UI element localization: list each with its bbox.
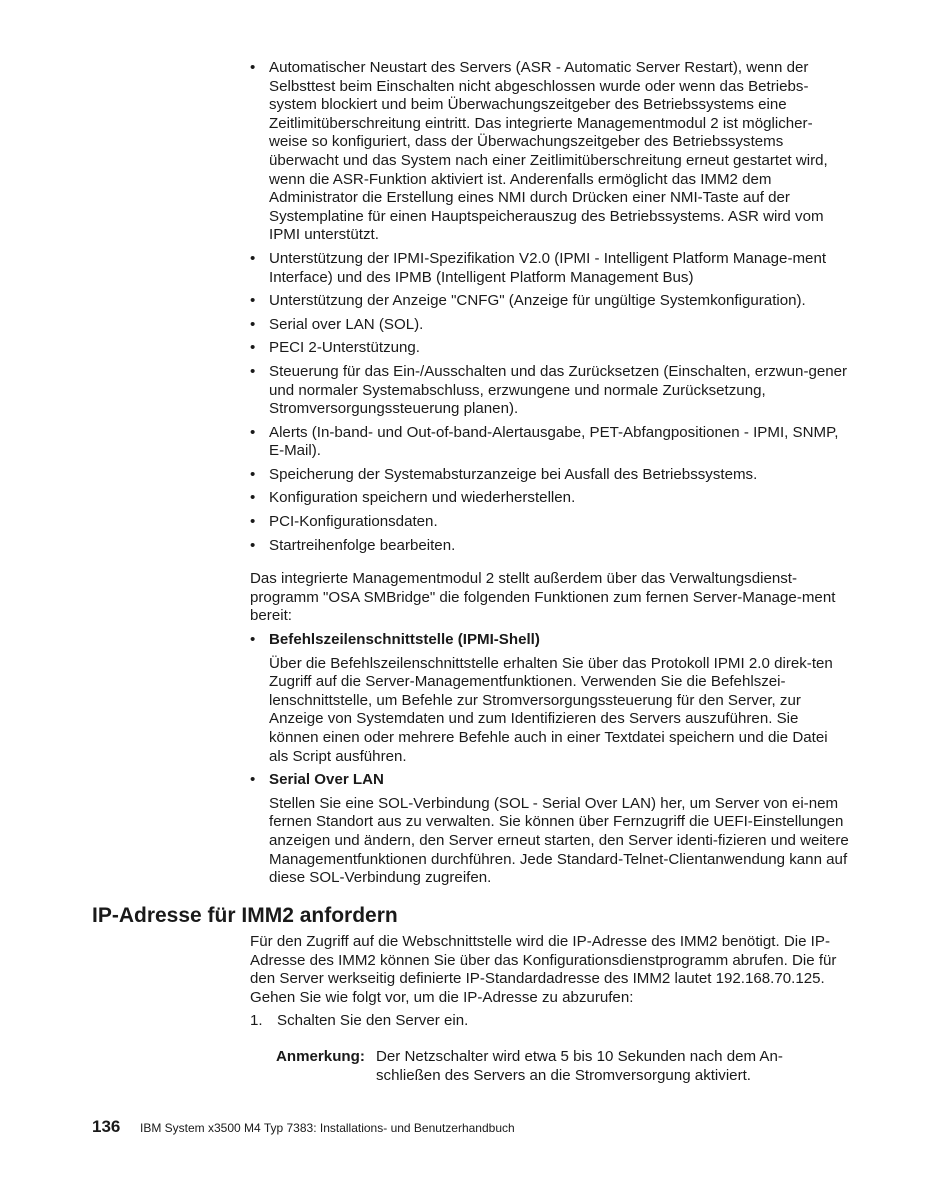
feature-term: Befehlszeilenschnittstelle (IPMI-Shell) (269, 631, 540, 648)
intro-paragraph: Das integrierte Managementmodul 2 stellt außerdem über das Verwaltungsdienst-programm "OSA SMBridge" die folgenden Funktionen zum fernen Server-Manage-ment bereit: (250, 570, 836, 625)
bullet-item: • Startreihenfolge bearbeiten. (250, 536, 456, 554)
bullet-text: Unterstützung der Anzeige "CNFG" (Anzeige für ungültige Systemkonfiguration). (269, 292, 806, 310)
bullet-item: • Automatischer Neustart des Servers (ASR - Automatic Server Restart), wenn der Selbsttest beim Einschalten nicht abgeschlossen wurde oder wenn das Betriebs-system blockiert und beim Überwachungszeitgeber des Betriebssystems eine Zeitlimitüberschreitung eintritt. Das integrierte Managementmodul 2 ist möglicher-weise so konfiguriert, dass der Überwachungszeitgeber des Betriebssystems überwacht und das System nach einer Zeitlimitüberschreitung erneut gestartet wird, wenn die ASR-Funktion aktiviert ist. Anderenfalls ermöglicht das IMM2 dem Administrator die Erstellung eines NMI durch Drücken einer NMI-Taste auf der Systemplatine für einen Hauptspeicherauszug des Betriebssystems. ASR wird vom IPMI unterstützt. (250, 59, 828, 244)
bullet-text: PECI 2-Unterstützung. (269, 339, 421, 357)
bullet-item: • Speicherung der Systemabsturzanzeige bei Ausfall des Betriebssystems. (250, 465, 758, 483)
note-text: Der Netzschalter wird etwa 5 bis 10 Sekunden nach dem An-schließen des Servers an die Stromversorgung aktiviert. (376, 1048, 783, 1084)
footer-title: IBM System x3500 M4 Typ 7383: Installations- und Benutzerhandbuch (140, 1121, 515, 1135)
feature-term: Serial Over LAN (269, 771, 384, 789)
feature-description: Stellen Sie eine SOL-Verbindung (SOL - Serial Over LAN) her, um Server von ei-nem fernen Standort aus zu verwalten. Sie können über Fernzugriff die UEFI-Einstellungen anzeigen und ändern, den Server erneut starten, den Server identi-fizieren und weitere Managementfunktionen durchführen. Jede Standard-Telnet-Clientanwendung kann auf diese SOL-Verbindung zugreifen. (269, 794, 849, 887)
bullet-text: Automatischer Neustart des Servers (ASR - Automatic Server Restart), wenn der Selbsttest beim Einschalten nicht abgeschlossen wurde oder wenn das Betriebs-system blockiert und beim Überwachungszeitgeber des Betriebssystems eine Zeitlimitüberschreitung eintritt. Das integrierte Managementmodul 2 ist möglicher-weise so konfiguriert, dass der Überwachungszeitgeber des Betriebssystems überwacht und das System nach einer Zeitlimitüberschreitung erneut gestartet wird, wenn die ASR-Funktion aktiviert ist. Anderenfalls ermöglicht das IMM2 dem Administrator die Erstellung eines NMI durch Drücken einer NMI-Taste auf der Systemplatine für einen Hauptspeicherauszug des Betriebssystems. ASR wird vom IPMI unterstützt. (269, 59, 828, 244)
feature-item: • Befehlszeilenschnittstelle (IPMI-Shell) Über die Befehlszeilenschnittstelle erhalten Sie über das Protokoll IPMI 2.0 direk-ten Zugriff auf die Server-Managementfunktionen. Verwenden Sie die Befehlszei-lenschnittstelle, um Befehle zur Stromversorgungssteuerung für den Server, zur Anzeige von Systemdaten und zum Identifizieren des Servers auszuführen. Sie können einen oder mehrere Befehle auch in einer Textdatei speichern und die Datei als Script ausführen. (250, 631, 850, 766)
bullet-item: • Alerts (In-band- und Out-of-band-Alertausgabe, PET-Abfangpositionen - IPMI, SNMP, E-Mail). (250, 423, 839, 460)
step-text: Schalten Sie den Server ein. (277, 1012, 469, 1029)
step-item (250, 1012, 850, 1031)
remote-feature-list (250, 631, 850, 888)
bullet-item: • Steuerung für das Ein-/Ausschalten und das Zurücksetzen (Einschalten, erzwun-gener und normaler Systemabschluss, erzwungene und normale Zurücksetzung, Stromversorgungssteuerung planen). (250, 362, 848, 418)
step-number: 1. (250, 1012, 263, 1029)
feature-item: • Serial Over LAN Stellen Sie eine SOL-Verbindung (SOL - Serial Over LAN) her, um Server von ei-nem fernen Standort aus zu verwalten. Sie können über Fernzugriff die UEFI-Einstellungen anzeigen und ändern, den Server erneut starten, den Server identi-fizieren und weitere Managementfunktionen durchführen. Jede Standard-Telnet-Clientanwendung kann auf diese SOL-Verbindung zugreifen. (250, 771, 849, 887)
step-list (250, 1012, 850, 1031)
bullet-text: Speicherung der Systemabsturzanzeige bei Ausfall des Betriebssystems. (269, 465, 758, 483)
bullet-text: Alerts (In-band- und Out-of-band-Alertausgabe, PET-Abfangpositionen - IPMI, SNMP, E-Mail). (269, 423, 839, 460)
bullet-item: • Unterstützung der Anzeige "CNFG" (Anzeige für ungültige Systemkonfiguration). (250, 292, 806, 310)
feature-bullet-list (250, 59, 850, 560)
bullet-item: • Serial over LAN (SOL). (250, 315, 424, 333)
bullet-text: Unterstützung der IPMI-Spezifikation V2.0 (IPMI - Intelligent Platform Manage-ment Interface) und des IPMB (Intelligent Platform Management Bus) (269, 249, 827, 286)
page-number: 136 (92, 1117, 121, 1136)
section-paragraph: Für den Zugriff auf die Webschnittstelle wird die IP-Adresse des IMM2 benötigt. Die IP-Adresse des IMM2 können Sie über das Konfigurationsdienstprogramm abrufen. Die für den Server werkseitig definierte IP-Standardadresse des IMM2 lautet 192.168.70.125. Gehen Sie wie folgt vor, um die IP-Adresse zu abzurufen: (250, 933, 837, 1006)
bullet-text: Konfiguration speichern und wiederherstellen. (269, 489, 576, 507)
bullet-text: Steuerung für das Ein-/Ausschalten und das Zurücksetzen (Einschalten, erzwun-gener und normaler Systemabschluss, erzwungene und normale Zurücksetzung, Stromversorgungssteuerung planen). (269, 362, 848, 418)
bullet-item: • Unterstützung der IPMI-Spezifikation V2.0 (IPMI - Intelligent Platform Manage-ment Interface) und des IPMB (Intelligent Platform Management Bus) (250, 249, 827, 286)
bullet-text: Serial over LAN (SOL). (269, 315, 424, 333)
bullet-item: • PECI 2-Unterstützung. (250, 339, 421, 357)
note-label: Anmerkung: (276, 1048, 365, 1065)
note-block (276, 1048, 836, 1085)
bullet-item: • PCI-Konfigurationsdaten. (250, 513, 438, 531)
page-footer (92, 1117, 515, 1137)
section-heading: IP-Adresse für IMM2 anfordern (92, 904, 398, 927)
feature-description: Über die Befehlszeilenschnittstelle erhalten Sie über das Protokoll IPMI 2.0 direk-ten Zugriff auf die Server-Managementfunktionen. Verwenden Sie die Befehlszei-lenschnittstelle, um Befehle zur Stromversorgungssteuerung für den Server, zur Anzeige von Systemdaten und zum Identifizieren des Servers auszuführen. Sie können einen oder mehrere Befehle auch in einer Textdatei speichern und die Datei als Script ausführen. (269, 654, 833, 765)
bullet-text: Startreihenfolge bearbeiten. (269, 536, 456, 554)
bullet-text: PCI-Konfigurationsdaten. (269, 513, 438, 531)
bullet-item: • Konfiguration speichern und wiederherstellen. (250, 489, 576, 507)
